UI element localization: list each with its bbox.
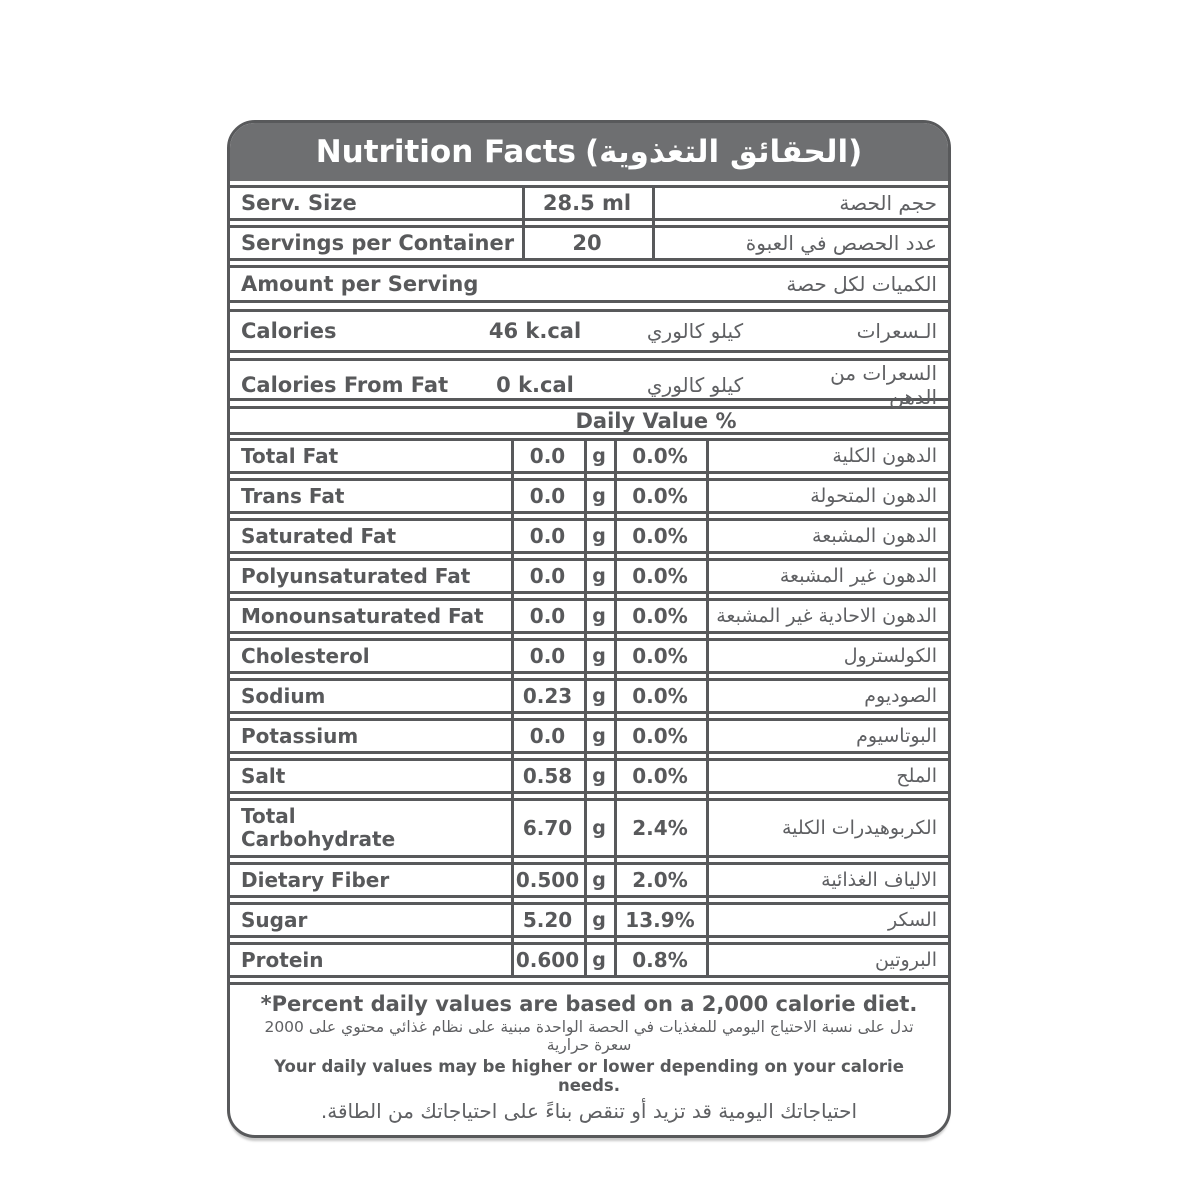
nutrient-label-ar: الالياف الغذائية xyxy=(821,868,937,891)
footnote xyxy=(230,982,948,1135)
nutrient-unit: g xyxy=(592,445,606,467)
nutrient-value: 0.0 xyxy=(529,524,566,548)
nutrient-row xyxy=(230,718,948,754)
nutrient-label-ar: الصوديوم xyxy=(864,684,937,707)
divider-line xyxy=(652,185,655,261)
nutrient-label-en: Saturated Fat xyxy=(241,524,397,548)
serving-size-value: 28.5 ml xyxy=(542,191,632,215)
nutrient-daily-value: 0.0% xyxy=(632,764,688,788)
calories-from-fat-unit-ar: كيلو كالوري xyxy=(646,373,744,397)
nutrient-label-ar: البروتين xyxy=(875,948,937,971)
nutrient-row xyxy=(230,942,948,978)
nutrient-unit: g xyxy=(592,817,606,839)
nutrient-row xyxy=(230,798,948,858)
serving-size-row xyxy=(230,185,948,221)
nutrient-label-en: Sugar xyxy=(241,908,308,932)
nutrient-row xyxy=(230,518,948,554)
nutrient-label-en: Total Fat xyxy=(241,444,339,468)
nutrient-label-en: Protein xyxy=(241,948,324,972)
nutrient-label-en: Trans Fat xyxy=(241,484,345,508)
nutrient-label-ar: الكربوهيدرات الكلية xyxy=(781,816,937,839)
servings-per-container-label-en: Servings per Container xyxy=(241,231,515,255)
nutrient-value: 0.600 xyxy=(515,948,580,972)
nutrient-value: 0.0 xyxy=(529,724,566,748)
nutrient-label-ar: الدهون الاحادية غير المشبعة xyxy=(716,604,937,627)
nutrient-value: 0.58 xyxy=(522,764,573,788)
nutrient-daily-value: 0.0% xyxy=(632,484,688,508)
footnote-line3-en: Your daily values may be higher or lower depending on your calorie needs. xyxy=(274,1057,904,1095)
nutrient-unit: g xyxy=(592,725,606,747)
nutrient-value: 0.0 xyxy=(529,644,566,668)
calories-from-fat-label-ar: السعرات من الدهن xyxy=(830,361,937,409)
calories-unit-ar: كيلو كالوري xyxy=(646,319,744,343)
nutrient-label-en: Total Carbohydrate xyxy=(241,805,396,851)
nutrient-daily-value: 0.0% xyxy=(632,524,688,548)
nutrient-value: 5.20 xyxy=(522,908,573,932)
nutrient-value: 0.23 xyxy=(522,684,573,708)
calories-from-fat-row xyxy=(230,358,948,409)
nutrient-daily-value: 0.8% xyxy=(632,948,688,972)
nutrient-label-ar: الكولسترول xyxy=(843,644,937,667)
nutrient-value: 0.500 xyxy=(515,868,580,892)
servings-per-container-label-ar: عدد الحصص في العبوة xyxy=(745,231,937,255)
nutrient-label-en: Monounsaturated Fat xyxy=(241,604,484,628)
nutrient-label-ar: الدهون الكلية xyxy=(832,444,937,467)
nutrient-daily-value: 0.0% xyxy=(632,644,688,668)
label-title-ar: (الحقائق التغذوية) xyxy=(584,134,863,170)
divider-line xyxy=(584,438,587,978)
nutrient-label-ar: الدهون غير المشبعة xyxy=(779,564,937,587)
label-title-en: Nutrition Facts xyxy=(315,134,576,170)
nutrient-label-ar: الدهون المشبعة xyxy=(812,524,937,547)
nutrient-row xyxy=(230,758,948,794)
nutrient-label-en: Polyunsaturated Fat xyxy=(241,564,471,588)
calories-label-en: Calories xyxy=(241,319,337,343)
nutrient-unit: g xyxy=(592,909,606,931)
nutrient-label-en: Sodium xyxy=(241,684,326,708)
amount-per-serving-label-en: Amount per Serving xyxy=(241,272,479,296)
calories-label-ar: الـسعرات xyxy=(856,319,937,343)
nutrient-row xyxy=(230,558,948,594)
calories-value: 46 k.cal xyxy=(488,319,582,343)
nutrient-row xyxy=(230,678,948,714)
nutrient-row xyxy=(230,902,948,938)
divider-line xyxy=(706,438,709,978)
servings-per-container-value: 20 xyxy=(572,231,602,255)
nutrient-unit: g xyxy=(592,685,606,707)
calories-row xyxy=(230,309,948,353)
calories-from-fat-label-en: Calories From Fat xyxy=(241,373,449,397)
nutrient-label-en: Salt xyxy=(241,764,286,788)
nutrient-row xyxy=(230,478,948,514)
nutrient-label-ar: البوتاسيوم xyxy=(856,724,937,747)
nutrient-label-ar: الملح xyxy=(896,764,937,787)
nutrition-label xyxy=(227,120,951,1138)
amount-per-serving-row xyxy=(230,265,948,303)
nutrient-label-ar: الدهون المتحولة xyxy=(810,484,937,507)
divider-line xyxy=(511,438,514,978)
footnote-line4-ar: احتياجاتك اليومية قد تزيد أو تنقص بناءً على احتياجاتك من الطاقة. xyxy=(320,1099,858,1123)
nutrient-value: 0.0 xyxy=(529,484,566,508)
serving-size-label-en: Serv. Size xyxy=(241,191,357,215)
serving-size-label-ar: حجم الحصة xyxy=(839,191,937,215)
nutrient-daily-value: 0.0% xyxy=(632,444,688,468)
nutrient-unit: g xyxy=(592,565,606,587)
footnote-line2-ar: تدل على نسبة الاحتياج اليومي للمغذيات في الحصة الواحدة مبنية على نظام غذائي محتوي على 2000 سعرة حرارية xyxy=(264,1018,914,1054)
nutrient-daily-value: 0.0% xyxy=(632,684,688,708)
servings-per-container-row xyxy=(230,225,948,261)
nutrient-daily-value: 2.0% xyxy=(632,868,688,892)
nutrient-unit: g xyxy=(592,485,606,507)
divider-line xyxy=(614,438,617,978)
nutrient-label-en: Cholesterol xyxy=(241,644,370,668)
daily-value-header-label: Daily Value % xyxy=(575,408,737,433)
nutrient-daily-value: 0.0% xyxy=(632,564,688,588)
nutrient-row xyxy=(230,638,948,674)
nutrient-row xyxy=(230,862,948,898)
nutrient-daily-value: 2.4% xyxy=(632,816,688,840)
nutrient-row xyxy=(230,598,948,634)
nutrient-value: 0.0 xyxy=(529,444,566,468)
nutrient-unit: g xyxy=(592,765,606,787)
nutrient-value: 6.70 xyxy=(522,816,573,840)
nutrient-row xyxy=(230,438,948,474)
nutrient-section xyxy=(230,438,948,978)
divider-line xyxy=(522,185,525,261)
serving-section xyxy=(230,185,948,261)
nutrient-daily-value: 0.0% xyxy=(632,724,688,748)
footnote-line1-en: *Percent daily values are based on a 2,000 calorie diet. xyxy=(260,992,918,1016)
nutrient-daily-value: 13.9% xyxy=(625,908,695,932)
nutrient-unit: g xyxy=(592,645,606,667)
nutrient-unit: g xyxy=(592,949,606,971)
nutrient-daily-value: 0.0% xyxy=(632,604,688,628)
nutrient-label-ar: السكر xyxy=(888,908,937,931)
nutrient-label-en: Dietary Fiber xyxy=(241,868,390,892)
nutrient-value: 0.0 xyxy=(529,604,566,628)
nutrient-unit: g xyxy=(592,525,606,547)
nutrient-value: 0.0 xyxy=(529,564,566,588)
daily-value-header-row xyxy=(230,406,948,435)
calories-from-fat-value: 0 k.cal xyxy=(496,373,574,397)
nutrient-label-en: Potassium xyxy=(241,724,359,748)
nutrient-unit: g xyxy=(592,605,606,627)
amount-per-serving-label-ar: الكميات لكل حصة xyxy=(786,272,937,296)
nutrient-unit: g xyxy=(592,869,606,891)
label-header xyxy=(230,123,948,181)
